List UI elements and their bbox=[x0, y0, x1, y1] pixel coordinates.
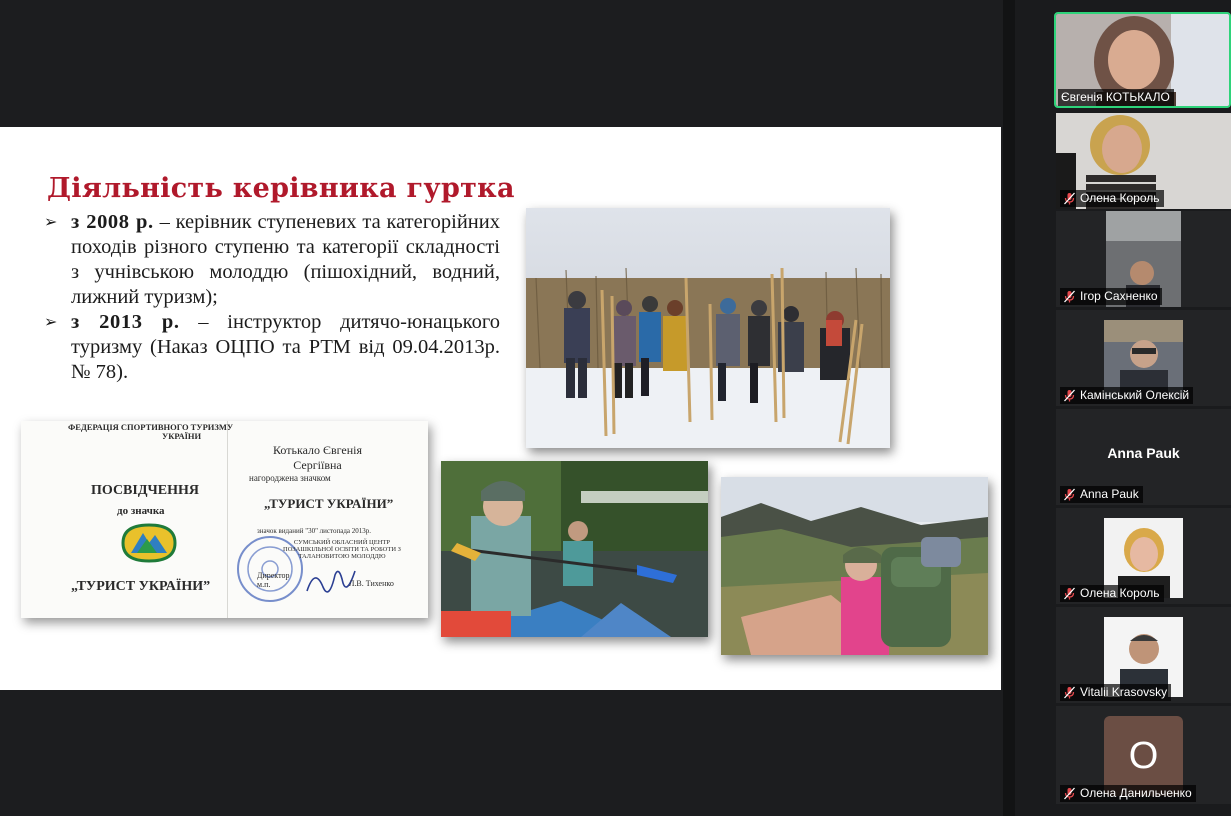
participant-name-label bbox=[1060, 785, 1196, 802]
mic-off-icon bbox=[1063, 389, 1076, 402]
bullet-arrow-icon: ➢ bbox=[44, 314, 58, 331]
participant-name-label bbox=[1060, 387, 1193, 404]
ski-group-photo bbox=[526, 208, 890, 448]
certificate-signer: Л.В. Тихенко bbox=[349, 579, 394, 588]
participant-avatar: О bbox=[1104, 716, 1183, 796]
participant-name: Олена Король bbox=[1080, 191, 1160, 205]
participant-name-label bbox=[1060, 288, 1162, 305]
certificate-center-line: ТАЛАНОВИТОЮ МОЛОДДЮ bbox=[298, 553, 386, 560]
kayak-photo bbox=[441, 461, 708, 637]
certificate-subtitle: до значка bbox=[117, 505, 165, 517]
mic-off-icon bbox=[1063, 192, 1076, 205]
certificate-federation bbox=[68, 423, 233, 441]
certificate-fold bbox=[227, 421, 228, 618]
participant-name: Anna Pauk bbox=[1080, 487, 1139, 501]
bullet-text: – інструктор дитячо-юнацького туризму (Наказ ОЦПО та РТМ від 09.04.2013р. № 78). bbox=[71, 311, 500, 383]
slide-bullet bbox=[44, 310, 500, 385]
participant-tile[interactable] bbox=[1056, 211, 1231, 307]
participant-name-label bbox=[1060, 486, 1143, 503]
mic-off-icon bbox=[1063, 587, 1076, 600]
hiking-photo bbox=[721, 477, 988, 655]
certificate-image bbox=[21, 421, 428, 618]
participant-tile[interactable] bbox=[1056, 310, 1231, 406]
certificate-badge-name-right: „ТУРИСТ УКРАЇНИ” bbox=[264, 496, 394, 511]
certificate-title: ПОСВІДЧЕННЯ bbox=[91, 483, 199, 498]
certificate-director bbox=[257, 571, 289, 589]
participant-name: Олена Король bbox=[1080, 586, 1160, 600]
certificate-director-line: м.п. bbox=[257, 580, 271, 589]
participant-center-name: Anna Pauk bbox=[1107, 445, 1180, 461]
certificate-center-line: СУМСЬКИЙ ОБЛАСНИЙ ЦЕНТР bbox=[293, 539, 390, 546]
participant-name: Ігор Сахненко bbox=[1080, 289, 1158, 303]
participant-tile[interactable] bbox=[1056, 607, 1231, 703]
participant-name: Камінський Олексій bbox=[1080, 388, 1190, 402]
certificate-director-line: Директор bbox=[257, 571, 290, 580]
participant-tile[interactable] bbox=[1056, 508, 1231, 604]
presentation-slide bbox=[0, 127, 1001, 690]
slide-title: Діяльність керівника гуртка bbox=[47, 173, 515, 204]
participant-name: Vitalii Krasovsky bbox=[1080, 685, 1168, 699]
certificate-holder bbox=[273, 443, 362, 473]
panel-splitter[interactable] bbox=[1003, 0, 1015, 816]
participant-tile[interactable] bbox=[1056, 706, 1231, 804]
participant-name-label bbox=[1058, 89, 1174, 106]
bullet-lead: з 2013 р. bbox=[71, 311, 180, 333]
mic-off-icon bbox=[1063, 686, 1076, 699]
participant-tile[interactable] bbox=[1056, 409, 1231, 505]
participant-tile[interactable] bbox=[1056, 113, 1231, 209]
certificate-issued: значок виданий "30" листопада 2013р. bbox=[257, 527, 372, 535]
participant-name-label bbox=[1060, 190, 1164, 207]
mic-off-icon bbox=[1063, 290, 1076, 303]
tourist-badge-icon bbox=[117, 521, 181, 565]
certificate-badge-name: „ТУРИСТ УКРАЇНИ” bbox=[71, 579, 211, 594]
bullet-text: – керівник ступеневих та категорійних походів різного ступеню та категорії складності з учнівською молоддю (пішохідний, водний, лижний туризм); bbox=[71, 211, 500, 308]
participant-name-label bbox=[1060, 684, 1171, 701]
participant-name: Олена Данильченко bbox=[1080, 786, 1192, 800]
mic-off-icon bbox=[1063, 488, 1076, 501]
certificate-federation-line: ФЕДЕРАЦІЯ СПОРТИВНОГО ТУРИЗМУ bbox=[68, 422, 234, 432]
certificate-holder-line: Котькало Євгенія bbox=[273, 443, 362, 457]
certificate-center bbox=[283, 539, 401, 560]
participant-name: Євгенія КОТЬКАЛО bbox=[1061, 90, 1170, 104]
mic-off-icon bbox=[1063, 787, 1076, 800]
slide-bullet bbox=[44, 210, 500, 310]
participant-tile-active[interactable] bbox=[1054, 12, 1231, 108]
participant-name-label bbox=[1060, 585, 1164, 602]
certificate-center-line: ПОЗАШКІЛЬНОЇ ОСВІТИ ТА РОБОТИ З bbox=[283, 546, 401, 553]
bullet-arrow-icon: ➢ bbox=[44, 214, 58, 231]
certificate-awarded: нагороджена значком bbox=[249, 473, 331, 483]
bullet-lead: з 2008 р. bbox=[71, 211, 154, 233]
certificate-federation-line: УКРАЇНИ bbox=[161, 431, 202, 441]
certificate-holder-line: Сергіївна bbox=[293, 458, 342, 472]
